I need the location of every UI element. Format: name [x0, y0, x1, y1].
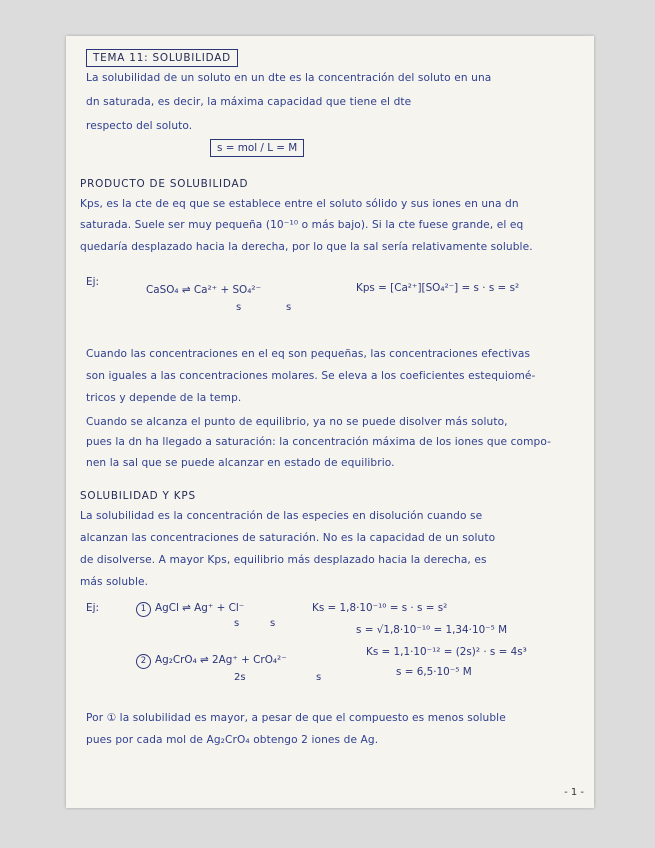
intro-line-1: La solubilidad de un soluto en un dte es la concentración del soluto en una [86, 72, 492, 84]
agcl-s-result: s = √1,8·10⁻¹⁰ = 1,34·10⁻⁵ M [356, 624, 508, 636]
title-box: TEMA 11: SOLUBILIDAD [86, 49, 238, 67]
eq-line-1: Cuando se alcanza el punto de equilibrio, ya no se puede disolver más soluto, [86, 416, 508, 428]
conc-line-1: Cuando las concentraciones en el eq son pequeñas, las concentraciones efectivas [86, 348, 531, 360]
producto-line-1: Kps, es la cte de eq que se establece entre el soluto sólido y sus iones en una dn [80, 198, 519, 210]
ag2cro4-equation: Ag₂CrO₄ ⇌ 2Ag⁺ + CrO₄²⁻ [155, 654, 287, 666]
sol-line-4: más soluble. [80, 576, 149, 588]
ag2cro4-s-result: s = 6,5·10⁻⁵ M [396, 666, 472, 678]
conc-line-3: tricos y depende de la temp. [86, 392, 242, 404]
sol-line-3: de disolverse. A mayor Kps, equilibrio más desplazado hacia la derecha, es [80, 554, 487, 566]
agcl-s1: s [234, 618, 240, 629]
agcl-equation: AgCl ⇌ Ag⁺ + Cl⁻ [155, 602, 245, 614]
ag2cro4-s2: s [316, 672, 322, 683]
agcl-kps: Ks = 1,8·10⁻¹⁰ = s · s = s² [312, 602, 448, 614]
circle-number-1: 1 [136, 602, 151, 617]
page-title [86, 52, 238, 64]
eq-line-2: pues la dn ha llegado a saturación: la concentración máxima de los iones que compo- [86, 436, 552, 448]
conclusion-line-1: Por ① la solubilidad es mayor, a pesar de que el compuesto es menos soluble [86, 712, 506, 724]
sol-line-2: alcanzan las concentraciones de saturación. No es la capacidad de un soluto [80, 532, 496, 544]
conc-line-2: son iguales a las concentraciones molares. Se eleva a los coeficientes estequiomé- [86, 370, 536, 382]
sol-line-1: La solubilidad es la concentración de las especies en disolución cuando se [80, 510, 483, 522]
ag2cro4-reaction [136, 654, 287, 669]
agcl-s2: s [270, 618, 276, 629]
circle-number-2: 2 [136, 654, 151, 669]
agcl-reaction [136, 602, 244, 617]
eq-line-3: nen la sal que se puede alcanzar en estado de equilibrio. [86, 457, 395, 469]
intro-line-2: dn saturada, es decir, la máxima capacidad que tiene el dte [86, 96, 412, 108]
notebook-page [66, 36, 594, 808]
intro-line-3: respecto del soluto. [86, 120, 193, 132]
producto-line-3: quedaría desplazado hacia la derecha, por lo que la sal sería relativamente soluble. [80, 241, 533, 253]
page-number: - 1 - [564, 787, 584, 798]
caso4-reaction: CaSO₄ ⇌ Ca²⁺ + SO₄²⁻ [146, 284, 262, 296]
solubility-formula: s = mol / L = M [210, 142, 304, 154]
caso4-kps: Kps = [Ca²⁺][SO₄²⁻] = s · s = s² [356, 282, 520, 294]
producto-line-2: saturada. Suele ser muy pequeña (10⁻¹⁰ o más bajo). Si la cte fuese grande, el eq [80, 219, 524, 231]
heading-sol-kps: SOLUBILIDAD Y KPS [80, 490, 196, 502]
ag2cro4-kps: Ks = 1,1·10⁻¹² = (2s)² · s = 4s³ [366, 646, 527, 658]
ag2cro4-s1: 2s [234, 672, 246, 683]
conclusion-line-2: pues por cada mol de Ag₂CrO₄ obtengo 2 iones de Ag. [86, 734, 379, 746]
caso4-s2: s [286, 302, 292, 313]
example2-label: Ej: [86, 602, 99, 614]
example-label: Ej: [86, 276, 99, 288]
heading-producto: PRODUCTO DE SOLUBILIDAD [80, 178, 249, 190]
caso4-s1: s [236, 302, 242, 313]
